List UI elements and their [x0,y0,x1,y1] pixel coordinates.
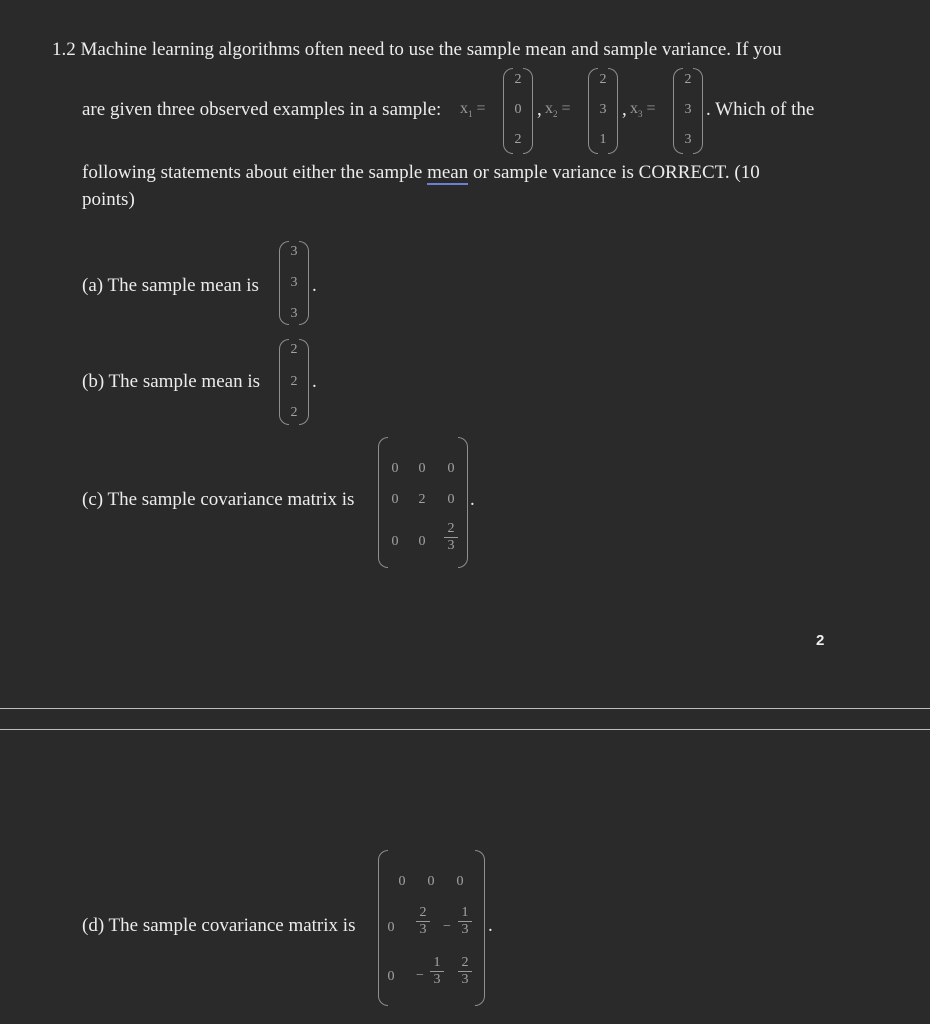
option-c-matrix: 0 0 0 0 2 0 0 0 2 3 [378,437,468,568]
spellcheck-mean: mean [427,162,469,183]
page-divider-bottom [0,729,930,730]
comma: , [622,99,627,120]
option-d-matrix: 0 0 0 0 2 3 − 1 3 0 − 1 3 2 3 [378,850,485,1006]
fraction: 1 3 [430,956,444,987]
question-line-2-end: . Which of the [706,99,815,120]
period: . [312,371,317,392]
x1-vector: 2 0 2 [503,68,533,154]
fraction: 2 3 [416,906,430,937]
option-a-vector: 3 3 3 [279,241,309,325]
minus-sign: − [416,968,424,983]
x3-vector: 2 3 3 [673,68,703,154]
period: . [488,915,493,936]
x3-label: $x_3$ = [630,100,656,119]
question-line-4: points) [82,189,135,210]
period: . [470,489,475,510]
option-c-text: (c) The sample covariance matrix is [82,489,355,510]
option-d-text: (d) The sample covariance matrix is [82,915,356,936]
period: . [312,275,317,296]
x2-label: $x_2$ = [545,100,571,119]
fraction: 1 3 [458,906,472,937]
fraction: 2 3 [444,522,458,553]
fraction: 2 3 [458,956,472,987]
x2-vector: 2 3 1 [588,68,618,154]
page-number: 2 [816,632,825,649]
question-line-2-start: are given three observed examples in a sample: [82,99,442,120]
question-line-1: 1.2 Machine learning algorithms often need to use the sample mean and sample variance. If you [52,39,782,60]
option-a-text: (a) The sample mean is [82,275,259,296]
minus-sign: − [443,919,451,934]
question-line-3: following statements about either the sample mean or sample variance is CORRECT. (10 [82,162,760,183]
option-b-text: (b) The sample mean is [82,371,260,392]
option-b-vector: 2 2 2 [279,339,309,425]
comma: , [537,99,542,120]
x1-label: $x_1$ = [460,100,486,119]
page-divider-top [0,708,930,709]
